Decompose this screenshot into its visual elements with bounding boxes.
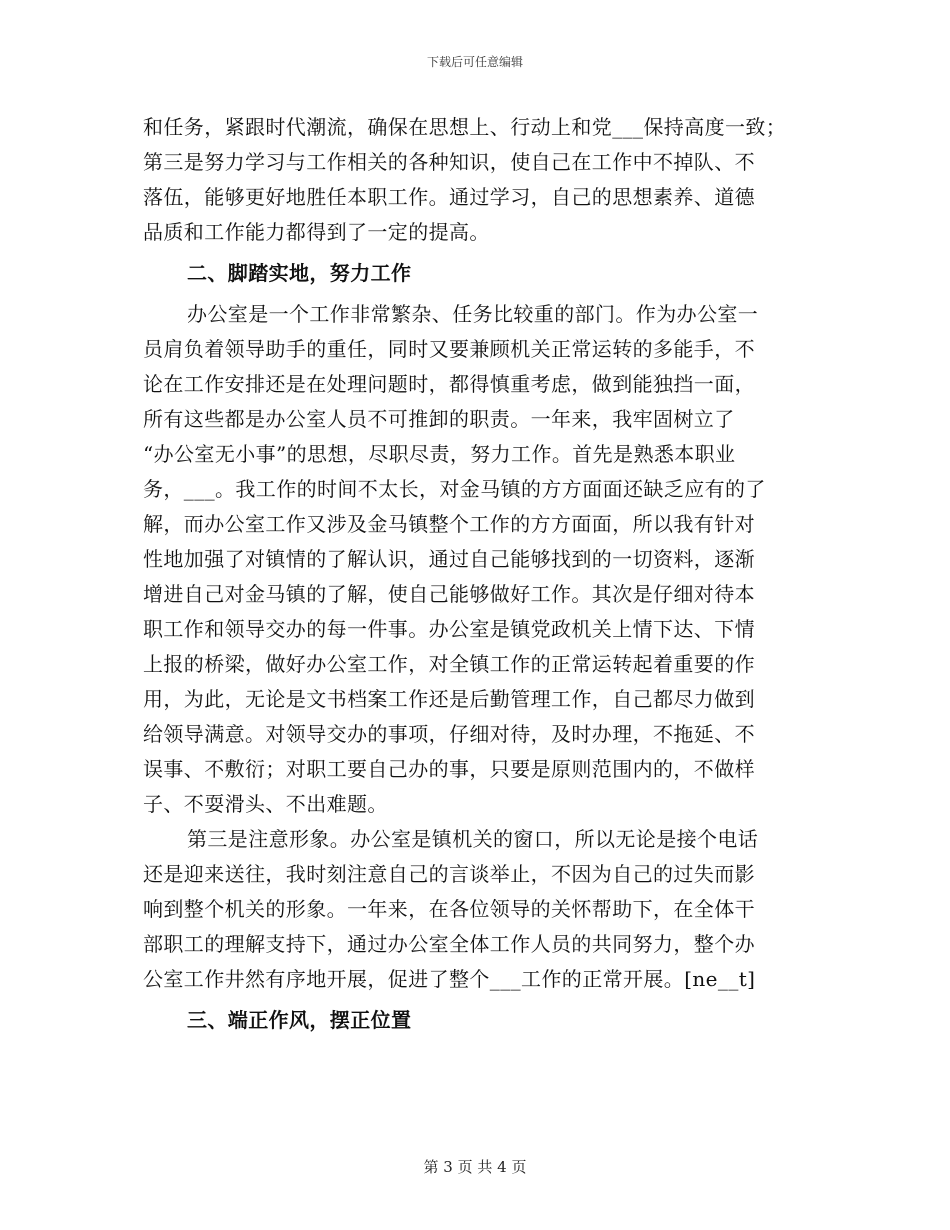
section-heading-2: 二、脚踏实地，努力工作 [187, 261, 412, 285]
text-line: 误事、不敷衍；对职工要自己办的事，只要是原则范围内的，不做样 [143, 757, 755, 781]
text-line: 上报的桥梁，做好办公室工作，对全镇工作的正常运转起着重要的作 [143, 652, 755, 676]
page-number: 第 3 页 共 4 页 [423, 1158, 527, 1176]
text-line: 子、不耍滑头、不出难题。 [143, 792, 388, 816]
text-line: 响到整个机关的形象。一年来，在各位领导的关怀帮助下，在全体干 [143, 897, 755, 921]
text-line: 办公室是一个工作非常繁杂、任务比较重的部门。作为办公室一 [187, 302, 759, 326]
page-header: 下载后可任意编辑 [426, 55, 523, 69]
text-line: 解，而办公室工作又涉及金马镇整个工作的方方面面，所以我有针对 [143, 512, 755, 536]
document-body [143, 110, 803, 1044]
text-line: 给领导满意。对领导交办的事项，仔细对待，及时办理，不拖延、不 [143, 722, 755, 746]
text-line: 增进自己对金马镇的了解，使自己能够做好工作。其次是仔细对待本 [143, 582, 755, 606]
text-line: 用，为此，无论是文书档案工作还是后勤管理工作，自己都尽力做到 [143, 687, 755, 711]
text-line: 和任务，紧跟时代潮流，确保在思想上、行动上和党___保持高度一致； [143, 115, 787, 139]
text-line: “办公室无小事”的思想，尽职尽责，努力工作。首先是熟悉本职业 [143, 442, 736, 466]
text-line: 品质和工作能力都得到了一定的提高。 [143, 220, 490, 244]
text-line: 公室工作井然有序地开展，促进了整个___工作的正常开展。[ne__t] [143, 967, 756, 991]
text-line: 员肩负着领导助手的重任，同时又要兼顾机关正常运转的多能手，不 [143, 337, 755, 361]
text-line: 务，___。我工作的时间不太长，对金马镇的方方面面还缺乏应有的了 [143, 477, 766, 501]
text-line: 性地加强了对镇情的了解认识，通过自己能够找到的一切资料，逐渐 [143, 547, 755, 571]
section-heading-3: 三、端正作风，摆正位置 [187, 1008, 412, 1032]
text-line: 第三是注意形象。办公室是镇机关的窗口，所以无论是接个电话 [187, 827, 759, 851]
text-line: 部职工的理解支持下，通过办公室全体工作人员的共同努力，整个办 [143, 932, 755, 956]
text-line: 落伍，能够更好地胜任本职工作。通过学习，自己的思想素养、道德 [143, 185, 755, 209]
text-line: 还是迎来送往，我时刻注意自己的言谈举止，不因为自己的过失而影 [143, 862, 755, 886]
text-line: 所有这些都是办公室人员不可推卸的职责。一年来，我牢固树立了 [143, 407, 735, 431]
text-line: 第三是努力学习与工作相关的各种知识，使自己在工作中不掉队、不 [143, 150, 755, 174]
text-line: 论在工作安排还是在处理问题时，都得慎重考虑，做到能独挡一面， [143, 372, 755, 396]
text-line: 职工作和领导交办的每一件事。办公室是镇党政机关上情下达、下情 [143, 617, 755, 641]
